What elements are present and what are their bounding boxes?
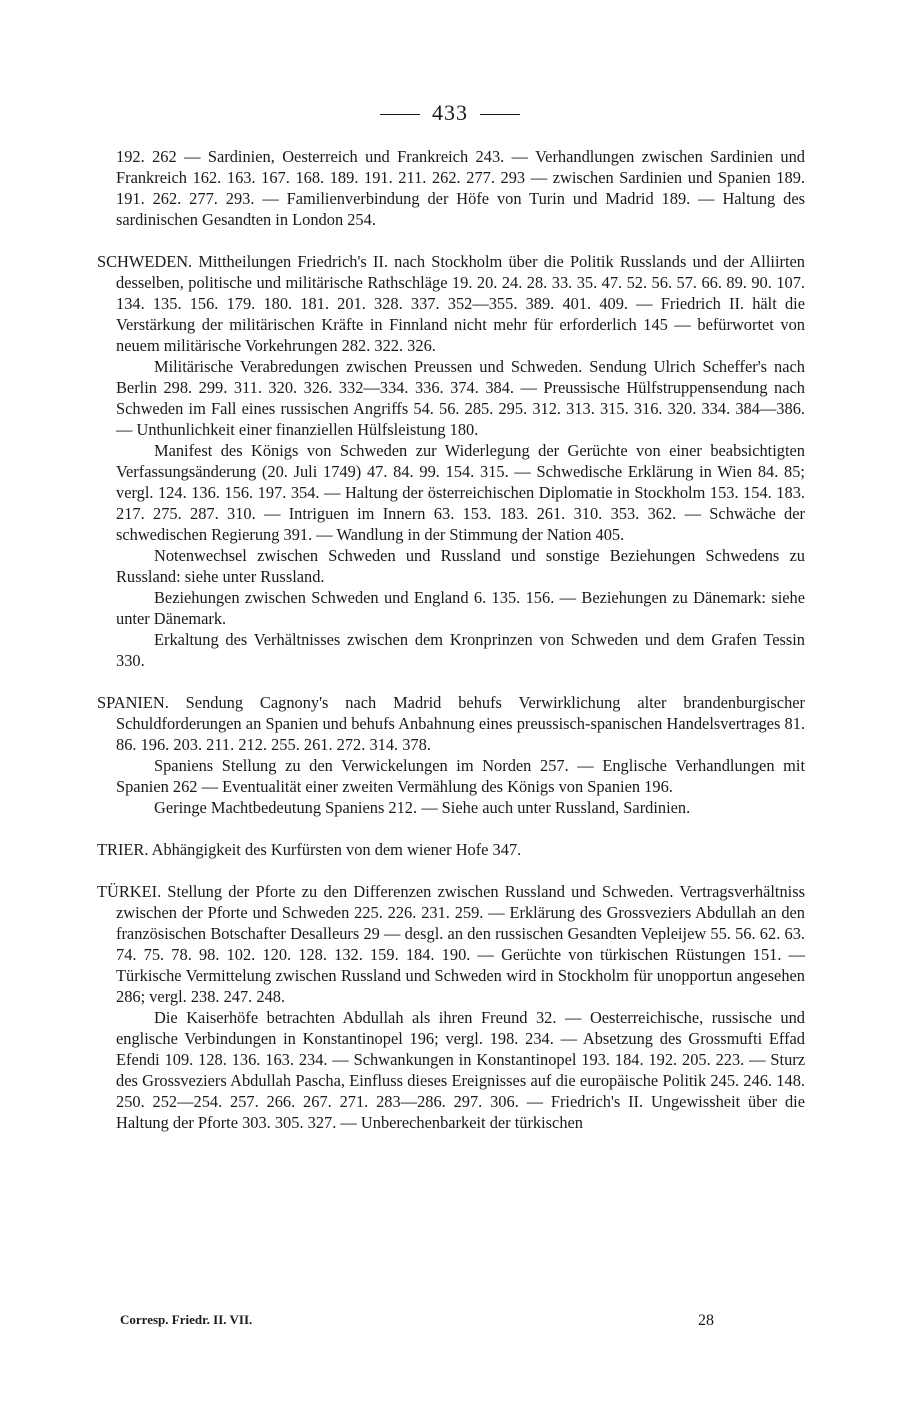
header-rule-right [480,114,520,115]
tuerkei-paragraph-1: TÜRKEI. Stellung der Pforte zu den Differenzen zwischen Russland und Schweden. Vertragsverhältniss zwischen der Pforte und Schweden 225. 226. 231. 259. — Erklärung des Grossveziers Abdullah an den französischen Botschafter Desalleurs 29 — desgl. an den russischen Gesandten Vepleijew 55. 56. 62. 63. 74. 75. 78. 98. 102. 120. 128. 132. 159. 184. 190. — Gerüchte von türkischen Rüstungen 151. — Türkische Vermittelung zwischen Russland und Schweden wird in Stockholm für unopportun angesehen 286; vergl. 238. 247. 248. [97,882,805,1006]
schweden-paragraph-4: Notenwechsel zwischen Schweden und Russland und sonstige Beziehungen Schwedens zu Russland: siehe unter Russland. [116,546,805,586]
footer-signature: 28 [698,1312,714,1329]
schweden-paragraph-1: SCHWEDEN. Mittheilungen Friedrich's II. nach Stockholm über die Politik Russlands und der Alliirten desselben, politische und militärische Rathschläge 19. 20. 24. 28. 33. 35. 47. 52. 56. 57. 66. 89. 90. 107. 134. 135. 156. 179. 180. 181. 201. 328. 337. 352—355. 389. 401. 409. — Friedrich II. hält die Verstärkung der militärischen Kräfte in Finnland nicht mehr für erforderlich 145 — befürwortet von neuem militärische Vorkehrungen 282. 322. 326. [97,252,805,355]
entry-sardinien-continued [97,146,805,230]
schweden-paragraph-5: Beziehungen zwischen Schweden und England 6. 135. 156. — Beziehungen zu Dänemark: siehe unter Dänemark. [116,588,805,628]
footer-source: Corresp. Friedr. II. VII. [120,1312,253,1327]
header-rule-left [380,114,420,115]
index-content [97,146,805,1154]
spanien-paragraph-3: Geringe Machtbedeutung Spaniens 212. — Siehe auch unter Russland, Sardinien. [154,798,691,817]
page-header [0,100,900,126]
entry-spanien [97,692,805,818]
entry-schweden [97,251,805,671]
schweden-paragraph-6: Erkaltung des Verhältnisses zwischen dem Kronprinzen von Schweden und dem Grafen Tessin 330. [116,630,805,670]
intro-paragraph: 192. 262 — Sardinien, Oesterreich und Frankreich 243. — Verhandlungen zwischen Sardinien und Frankreich 162. 163. 167. 168. 189. 191. 211. 262. 277. 293 — zwischen Sardinien und Spanien 189. 191. 262. 277. 293. — Familienverbindung der Höfe von Turin und Madrid 189. — Haltung des sardinischen Gesandten in London 254. [116,147,805,229]
spanien-paragraph-1: SPANIEN. Sendung Cagnony's nach Madrid behufs Verwirklichung alter brandenburgischer Schuldforderungen an Spanien und behufs Anbahnung eines preussisch-spanischen Handelsvertrages 81. 86. 196. 203. 211. 212. 255. 261. 272. 314. 378. [97,693,805,754]
page-footer [120,1312,720,1328]
schweden-paragraph-2: Militärische Verabredungen zwischen Preussen und Schweden. Sendung Ulrich Scheffer's nach Berlin 298. 299. 311. 320. 326. 332—334. 336. 374. 384. — Preussische Hülfstruppensendung nach Schweden im Fall eines russischen Angriffs 54. 56. 285. 295. 312. 313. 315. 316. 320. 334. 384—386. — Unthunlichkeit einer finanziellen Hülfsleistung 180. [116,357,805,439]
spanien-paragraph-2: Spaniens Stellung zu den Verwickelungen im Norden 257. — Englische Verhandlungen mit Spanien 262 — Eventualität einer zweiten Vermählung des Königs von Spanien 196. [116,756,805,796]
entry-tuerkei [97,881,805,1133]
tuerkei-paragraph-2: Die Kaiserhöfe betrachten Abdullah als ihren Freund 32. — Oesterreichische, russische und englische Verbindungen in Konstantinopel 196; vergl. 198. 234. — Absetzung des Grossmufti Effad Efendi 109. 128. 136. 163. 234. — Schwankungen in Konstantinopel 193. 184. 192. 205. 223. — Sturz des Grossveziers Abdullah Pascha, Einfluss dieses Ereignisses auf die europäische Politik 245. 246. 148. 250. 252—254. 257. 266. 267. 271. 283—286. 297. 306. — Friedrich's II. Ungewissheit über die Haltung der Pforte 303. 305. 327. — Unberechenbarkeit der türkischen [116,1008,805,1132]
entry-trier [97,839,805,860]
schweden-paragraph-3: Manifest des Königs von Schweden zur Widerlegung der Gerüchte von einer beabsichtigten Verfassungsänderung (20. Juli 1749) 47. 84. 99. 154. 315. — Schwedische Erklärung in Wien 84. 85; vergl. 124. 136. 156. 197. 354. — Haltung der österreichischen Diplomatie in Stockholm 153. 154. 183. 217. 275. 287. 310. — Intriguen im Innern 63. 153. 183. 261. 310. 353. 362. — Schwäche der schwedischen Regierung 391. — Wandlung in der Stimmung der Nation 405. [116,441,805,544]
trier-paragraph-1: TRIER. Abhängigkeit des Kurfürsten von dem wiener Hofe 347. [97,840,522,859]
page-number: 433 [432,100,468,125]
